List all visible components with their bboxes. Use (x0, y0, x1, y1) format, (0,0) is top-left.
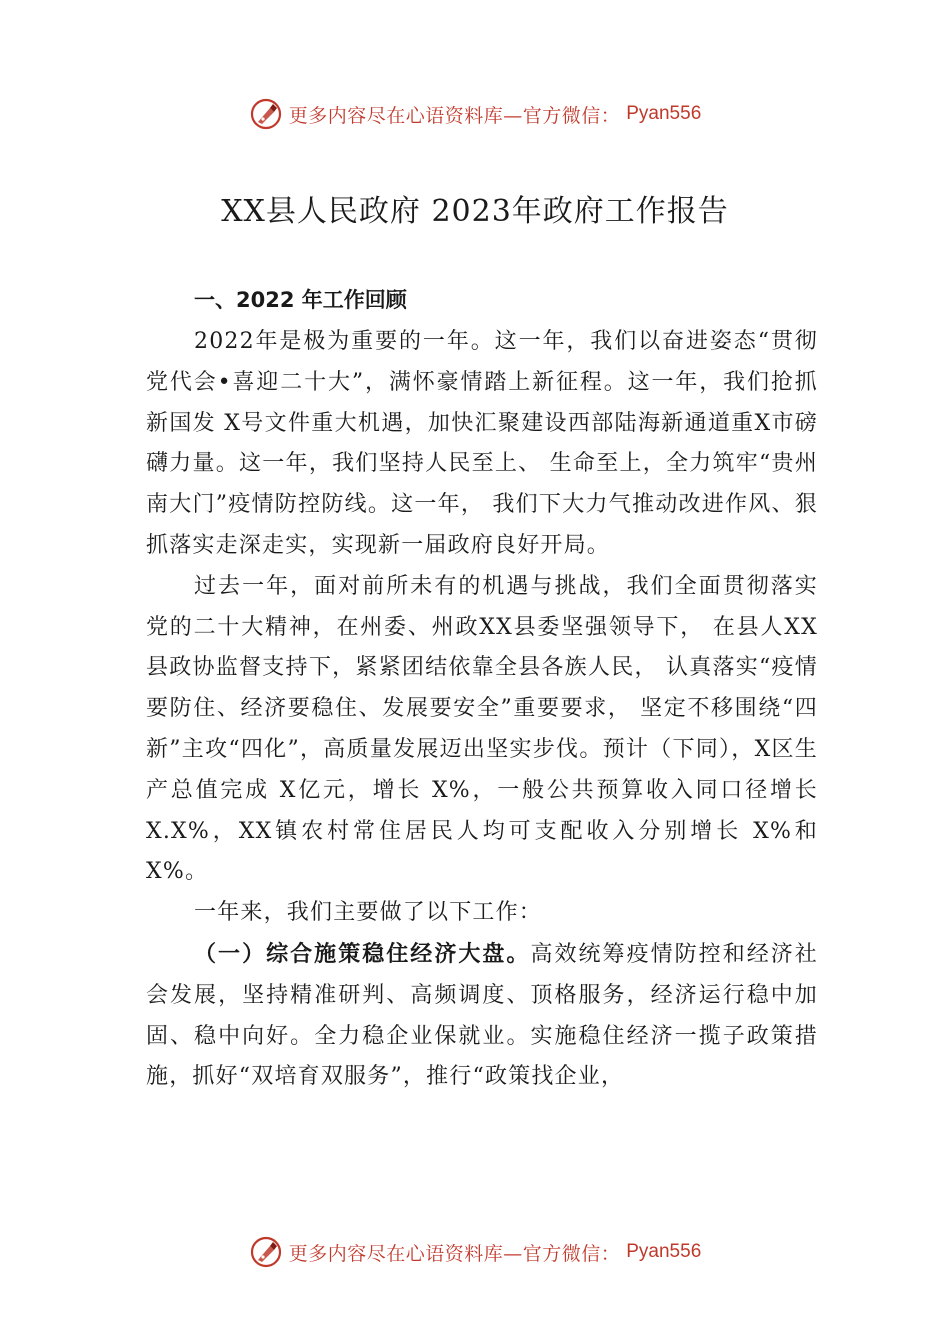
paragraph-1: 2022年是极为重要的一年。这一年，我们以奋进姿态“贯彻党代会•喜迎二十大”，满怀豪情踏上新征程。这一年，我们抢抓新国发 X号文件重大机遇，加快汇聚建设西部陆海新通道重X市磅礴力量。这一年，我们坚持人民至上、 生命至上，全力筑牢“贵州南大门”疫情防控防线。这一年， 我们下大力气推动改进作风、狠抓落实走深走实，实现新一届政府良好开局。 (146, 329, 818, 558)
section-heading: 一、2022 年工作回顾 (194, 288, 407, 312)
paragraph-4 (146, 934, 818, 1098)
pen-nib-logo-icon (249, 1235, 283, 1269)
paragraph-2: 过去一年，面对前所未有的机遇与挑战，我们全面贯彻落实党的二十大精神，在州委、州政XX县委坚强领导下， 在县人XX县政协监督支持下，紧紧团结依靠全县各族人民， 认真落实“疫情要防住、经济要稳住、发展要安全”重要要求， 坚定不移围绕“四新”主攻“四化”，高质量发展迈出坚实步伐。预计（下同），X区生产总值完成 X亿元，增长 X%，一般公共预算收入同口径增长 X.X%，XX镇农村常住居民人均可支配收入分别增长 X%和 X%。 (146, 573, 818, 885)
document-body (146, 280, 818, 1098)
item-one-lead: （一）综合施策稳住经济大盘。 (194, 940, 531, 967)
watermark-text: 更多内容尽在心语资料库—官方微信： (288, 104, 621, 127)
watermark-account: Pyan556 (626, 1241, 702, 1262)
document-title: XX县人民政府 2023年政府工作报告 (221, 194, 729, 229)
watermark-account: Pyan556 (626, 103, 702, 124)
watermark-header (0, 96, 950, 132)
pen-nib-logo-icon (249, 97, 283, 131)
item-one-body: 高效统筹疫情防控和经济社会发展，坚持精准研判、高频调度、顶格服务，经济运行稳中加固、稳中向好。全力稳企业保就业。实施稳住经济一揽子政策措施，抓好“双培育双服务”，推行“政策找企业， (146, 941, 818, 1090)
watermark-text: 更多内容尽在心语资料库—官方微信： (288, 1242, 621, 1265)
paragraph-3: 一年来，我们主要做了以下工作： (194, 900, 543, 926)
watermark-footer (0, 1234, 950, 1270)
